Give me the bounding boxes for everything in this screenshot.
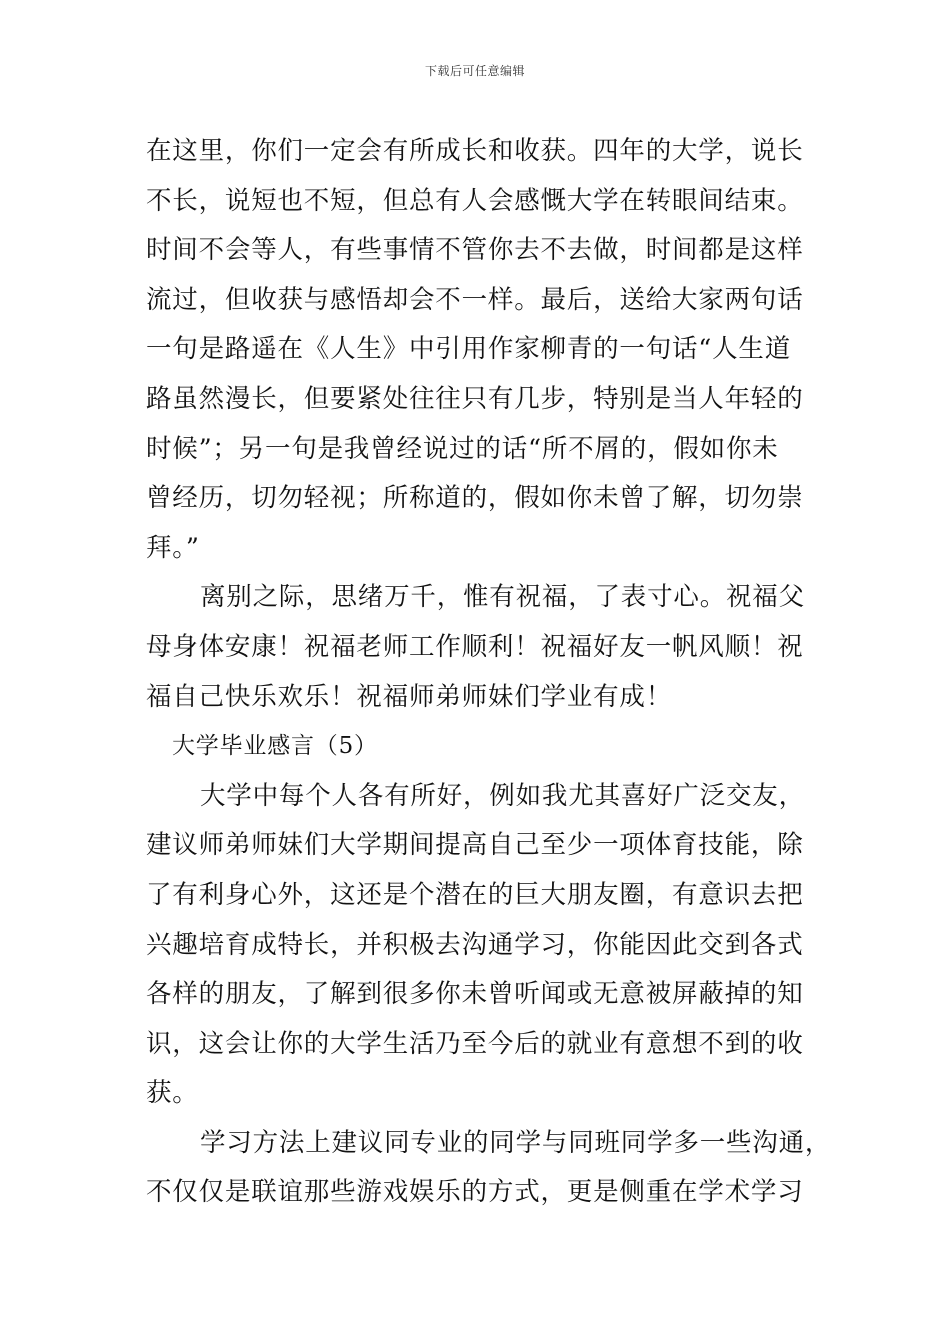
text-line: 兴趣培育成特长，并积极去沟通学习，你能因此交到各式 xyxy=(146,929,804,960)
body-text xyxy=(146,127,832,1218)
text-line: 时间不会等人，有些事情不管你去不去做，时间都是这样 xyxy=(146,235,804,266)
text-line: 流过，但收获与感悟却会不一样。最后，送给大家两句话 xyxy=(146,284,804,315)
paragraph-start-line: 学习方法上建议同专业的同学与同班同学多一些沟通， xyxy=(200,1127,832,1158)
text-line: 各样的朋友，了解到很多你未曾听闻或无意被屏蔽掉的知 xyxy=(146,979,804,1010)
page-header: 下载后可任意编辑 xyxy=(424,64,525,78)
paragraph-start-line: 离别之际，思绪万千，惟有祝福，了表寸心。祝福父 xyxy=(200,582,805,613)
text-line: 在这里，你们一定会有所成长和收获。四年的大学，说长 xyxy=(146,136,804,166)
text-line: 福自己快乐欢乐！祝福师弟师妹们学业有成！ xyxy=(146,681,673,712)
text-line: 不仅仅是联谊那些游戏娱乐的方式，更是侧重在学术学习 xyxy=(146,1177,804,1208)
text-line: 获。 xyxy=(146,1078,199,1109)
text-line: 时候”；另一句是我曾经说过的话“所不屑的，假如你未 xyxy=(146,433,779,464)
paragraph-start-line: 大学中每个人各有所好，例如我尤其喜好广泛交友， xyxy=(200,780,805,811)
text-line: 曾经历，切勿轻视；所称道的，假如你未曾了解，切勿崇 xyxy=(146,483,804,514)
text-line: 拜。” xyxy=(146,532,200,563)
text-line: 母身体安康！祝福老师工作顺利！祝福好友一帆风顺！祝 xyxy=(146,631,804,662)
text-line: 不长，说短也不短，但总有人会感慨大学在转眼间结束。 xyxy=(146,185,804,216)
text-line: 建议师弟师妹们大学期间提高自己至少一项体育技能，除 xyxy=(146,830,804,861)
text-line: 了有利身心外，这还是个潜在的巨大朋友圈，有意识去把 xyxy=(146,879,804,910)
text-line: 路虽然漫长，但要紧处往往只有几步，特别是当人年轻的 xyxy=(146,383,804,414)
text-line: 一句是路遥在《人生》中引用作家柳青的一句话“人生道 xyxy=(146,334,792,365)
text-line: 识，这会让你的大学生活乃至今后的就业有意想不到的收 xyxy=(146,1028,804,1059)
section-heading: 大学毕业感言（5） xyxy=(172,733,378,760)
